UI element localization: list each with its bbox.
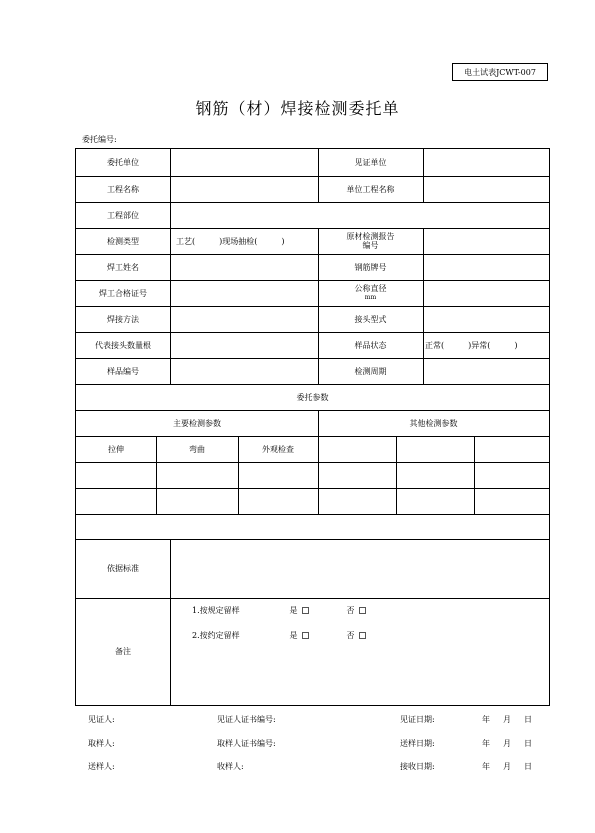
- receiver-label: 收样人:: [217, 762, 244, 771]
- nominal-diameter-value[interactable]: [423, 280, 549, 306]
- retain-by-rule-label: 1.按规定留样: [192, 605, 240, 615]
- remarks-label: 备注: [115, 647, 131, 656]
- welder-name-value[interactable]: [170, 254, 318, 280]
- tensile-header: 拉伸: [108, 444, 124, 454]
- joint-type-label: 接头型式: [354, 314, 387, 324]
- retain-by-agreement-label: 2.按约定留样: [192, 630, 240, 640]
- client-unit-label: 委托单位: [107, 158, 139, 167]
- witness-date-day: 日: [524, 715, 532, 724]
- witness-label: 见证人:: [88, 715, 115, 724]
- appearance-header: 外观检查: [262, 444, 294, 454]
- unit-project-name-label: 单位工程名称: [346, 184, 395, 194]
- checkbox-icon[interactable]: [302, 607, 309, 614]
- witness-unit-label: 见证单位: [354, 158, 387, 167]
- sample-no-value[interactable]: [170, 358, 318, 384]
- yes-label: 是: [289, 630, 298, 640]
- receive-date-year: 年: [482, 762, 490, 771]
- sample-status-value[interactable]: 正常( )异常( ): [425, 340, 518, 350]
- no-label: 否: [346, 605, 355, 615]
- other-params-header: 其他检测参数: [409, 418, 458, 428]
- joint-type-value[interactable]: [423, 306, 549, 332]
- welder-cert-no-value[interactable]: [170, 280, 318, 306]
- sampler-cert-label: 取样人证书编号:: [217, 739, 276, 748]
- nominal-diameter-unit: mm: [364, 294, 377, 301]
- no-label: 否: [346, 630, 355, 640]
- row-divider: [76, 462, 549, 463]
- basis-label: 依据标准: [107, 564, 139, 573]
- commission-no-label: 委托编号:: [82, 135, 117, 144]
- nominal-diameter-label: [318, 280, 423, 306]
- row-divider: [76, 514, 549, 515]
- project-part-label: 工程部位: [107, 210, 139, 220]
- bending-header: 弯曲: [189, 444, 205, 454]
- page-title: 钢筋（材）焊接检测委托单: [195, 99, 400, 118]
- receive-date-month: 月: [503, 762, 511, 771]
- yes-label: 是: [289, 605, 298, 615]
- welder-cert-no-label: 焊工合格证号: [99, 288, 147, 298]
- welder-name-label: 焊工姓名: [107, 262, 139, 272]
- project-name-value[interactable]: [170, 176, 318, 202]
- project-name-label: 工程名称: [107, 184, 139, 194]
- basis-value[interactable]: [170, 539, 549, 598]
- project-part-value[interactable]: [170, 202, 549, 228]
- retain-by-agreement-yes[interactable]: [279, 626, 319, 644]
- witness-date-month: 月: [503, 715, 511, 724]
- rebar-grade-label: 钢筋牌号: [354, 262, 387, 272]
- raw-report-no-label: 原材检测报告编号: [346, 232, 395, 250]
- nominal-diameter-text: 公称直径: [354, 284, 387, 293]
- test-period-value[interactable]: [423, 358, 549, 384]
- main-params-header: 主要检测参数: [173, 418, 221, 428]
- witness-date-year: 年: [482, 715, 490, 724]
- test-type-label: 检测类型: [107, 236, 139, 246]
- welding-method-label: 焊接方法: [107, 314, 139, 324]
- joint-count-value[interactable]: [170, 332, 318, 358]
- col-divider: [396, 436, 397, 514]
- witness-cert-label: 见证人证书编号:: [217, 715, 276, 724]
- checkbox-icon[interactable]: [359, 607, 366, 614]
- unit-project-name-value[interactable]: [423, 176, 549, 202]
- sample-status-label: 样品状态: [354, 340, 387, 350]
- retain-by-rule-no[interactable]: [336, 601, 376, 619]
- sampling-date-label: 送样日期:: [400, 739, 435, 748]
- sampling-date-day: 日: [524, 739, 532, 748]
- test-period-label: 检测周期: [354, 366, 387, 376]
- params-header: 委托参数: [296, 392, 329, 402]
- retain-by-agreement-no[interactable]: [336, 626, 376, 644]
- client-unit-value[interactable]: [170, 149, 318, 176]
- test-type-value[interactable]: 工艺( )现场抽检( ): [176, 236, 285, 246]
- row-divider: [76, 488, 549, 489]
- joint-count-label: 代表接头数量根: [95, 340, 151, 350]
- retain-by-rule-yes[interactable]: [279, 601, 319, 619]
- checkbox-icon[interactable]: [359, 632, 366, 639]
- witness-unit-value[interactable]: [423, 149, 549, 176]
- col-divider: [474, 436, 475, 514]
- form-code: 电土试表JCWT-007: [452, 63, 548, 81]
- commission-form-table: [75, 148, 550, 706]
- welding-method-value[interactable]: [170, 306, 318, 332]
- sampler-label: 取样人:: [88, 739, 115, 748]
- raw-report-no-value[interactable]: [423, 228, 549, 254]
- sampling-date-year: 年: [482, 739, 490, 748]
- sample-no-label: 样品编号: [107, 366, 139, 376]
- witness-date-label: 见证日期:: [400, 715, 435, 724]
- receive-date-day: 日: [524, 762, 532, 771]
- sampling-date-month: 月: [503, 739, 511, 748]
- sender-label: 送样人:: [88, 762, 115, 771]
- checkbox-icon[interactable]: [302, 632, 309, 639]
- rebar-grade-value[interactable]: [423, 254, 549, 280]
- receive-date-label: 接收日期:: [400, 762, 435, 771]
